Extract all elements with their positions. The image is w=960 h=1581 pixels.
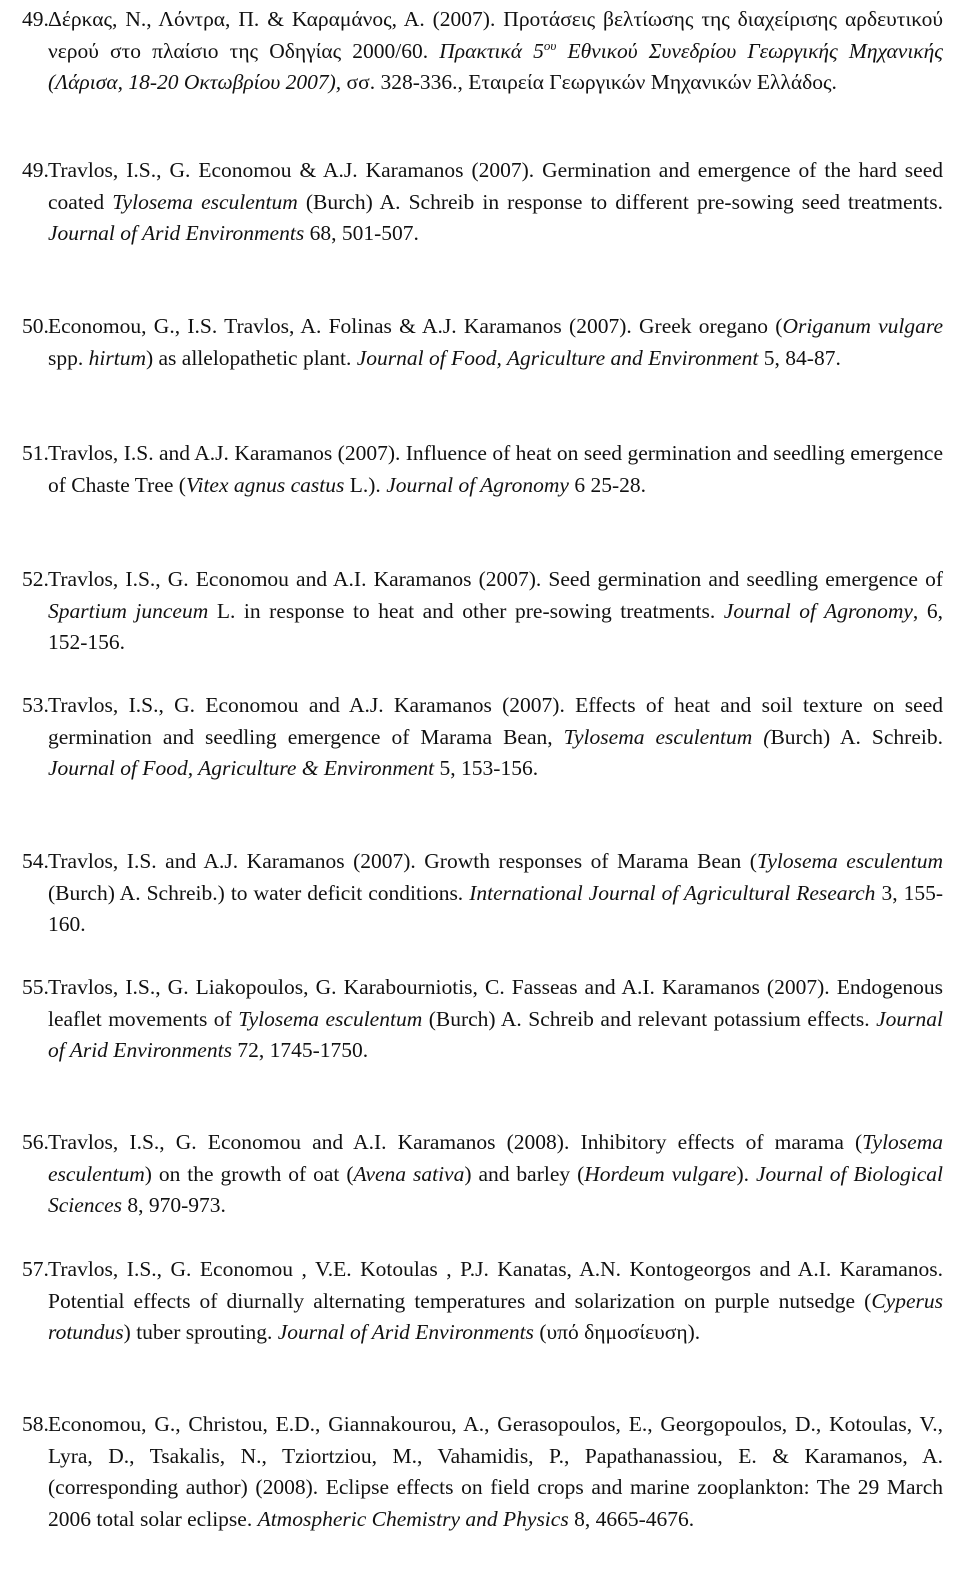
reference-number: 50. bbox=[22, 314, 49, 338]
reference-text: Economou, G., Christou, E.D., Giannakourou, A., Gerasopoulos, E., Georgopoulos, D., Kotoulas, V., Lyra, D., Tsakalis, N., Tziortziou, M., Vahamidis, P., Papathanassiou, E. & Karamanos, A. (corresponding author) (2008). Eclipse effects on field crops and marine zooplankton: The 29 March 2006 total solar eclipse. bbox=[48, 1412, 943, 1531]
reference-number: 52. bbox=[22, 567, 49, 591]
reference-text: ου bbox=[543, 37, 557, 53]
reference-text: Δέρκας, Ν., Λόντρα, Π. & Καραμάνος, Α. (2007). Προτάσεις βελτίωσης της διαχείρισης αρδευτικού νερού στο πλαίσιο της Οδηγίας 2000/60. bbox=[48, 7, 943, 63]
reference-text: 68, 501-507. bbox=[304, 221, 419, 246]
reference-italic-text: Atmospheric Chemistry and Physics bbox=[257, 1506, 569, 1531]
reference-text: σσ. 328-336., Εταιρεία Γεωργικών Μηχανικών Ελλάδος. bbox=[341, 70, 837, 95]
reference-number: 58. bbox=[22, 1412, 49, 1436]
reference-text: ) as allelopathetic plant. bbox=[145, 345, 357, 370]
reference-italic-text: Tylosema esculentum ( bbox=[563, 724, 771, 749]
reference-item bbox=[22, 438, 943, 501]
reference-italic-text: Πρακτικά 5 bbox=[439, 38, 544, 63]
reference-text: ). bbox=[736, 1161, 756, 1186]
reference-italic-text: Tylosema esculentum bbox=[238, 1006, 423, 1031]
reference-item bbox=[22, 1254, 943, 1349]
reference-number: 55. bbox=[22, 975, 49, 999]
reference-text: , 6, 152-156. bbox=[48, 598, 943, 655]
reference-text: 3, 155-160. bbox=[48, 880, 943, 937]
reference-text: ) and barley ( bbox=[464, 1161, 585, 1186]
reference-text: (Burch) A. Schreib and relevant potassium effects. bbox=[422, 1006, 877, 1031]
reference-italic-text: Hordeum vulgare bbox=[584, 1161, 737, 1186]
reference-item bbox=[22, 1409, 943, 1535]
reference-text: 6 25-28. bbox=[568, 472, 646, 497]
reference-italic-text: Avena sativa bbox=[353, 1161, 465, 1186]
reference-text: 72, 1745-1750. bbox=[231, 1038, 369, 1063]
reference-number: 49. bbox=[22, 158, 49, 182]
reference-italic-text: Vitex agnus castus bbox=[185, 472, 345, 497]
reference-item bbox=[22, 690, 943, 785]
reference-italic-text: Journal of Food, Agriculture & Environment bbox=[48, 756, 435, 781]
reference-text: 8, 4665-4676. bbox=[568, 1506, 695, 1531]
reference-italic-text: Journal of Agronomy bbox=[386, 472, 569, 497]
reference-text: Travlos, I.S., G. Economou and A.I. Karamanos (2008). Inhibitory effects of marama ( bbox=[48, 1130, 863, 1154]
reference-number: 49. bbox=[22, 7, 49, 31]
reference-text: Travlos, I.S. and A.J. Karamanos (2007). Influence of heat on seed germination and seedling emergence of Chaste Tree ( bbox=[48, 441, 943, 497]
reference-italic-text: hirtum bbox=[88, 345, 146, 370]
reference-number: 51. bbox=[22, 441, 49, 465]
reference-text: Travlos, I.S., G. Liakopoulos, G. Karabourniotis, C. Fasseas and A.I. Karamanos (2007). Endogenous leaflet movements of bbox=[48, 975, 943, 1031]
reference-text: (Burch) A. Schreib.) to water deficit conditions. bbox=[48, 880, 470, 905]
reference-item bbox=[22, 846, 943, 941]
reference-italic-text: Tylosema esculentum bbox=[48, 1130, 943, 1186]
reference-text: Travlos, I.S. and A.J. Karamanos (2007). Growth responses of Marama Bean ( bbox=[48, 849, 757, 873]
reference-item bbox=[22, 972, 943, 1067]
reference-text: (υπό δημοσίευση). bbox=[533, 1320, 701, 1345]
reference-italic-text: Journal of Arid Environments bbox=[48, 221, 305, 246]
reference-number: 53. bbox=[22, 693, 49, 717]
reference-text: Burch) A. Schreib. bbox=[770, 724, 943, 749]
reference-italic-text: Journal of Arid Environments bbox=[48, 1006, 943, 1063]
reference-text: L. in response to heat and other pre-sowing treatments. bbox=[208, 598, 724, 623]
reference-text: 8, 970-973. bbox=[122, 1193, 226, 1218]
reference-number: 56. bbox=[22, 1130, 49, 1154]
reference-italic-text: Journal of Agronomy bbox=[723, 598, 913, 623]
reference-item bbox=[22, 4, 944, 99]
reference-italic-text: Εθνικού Συνεδρίου Γεωργικής Μηχανικής (Λάρισα, 18-20 Οκτωβρίου 2007), bbox=[48, 38, 944, 95]
reference-text: Travlos, I.S., G. Economou , V.E. Kotoulas , P.J. Kanatas, A.N. Kontogeorgos and A.I. Karamanos. Potential effects of diurnally alternating temperatures and solarization on purple nutsedge ( bbox=[48, 1257, 943, 1313]
reference-italic-text: International Journal of Agricultural Research bbox=[469, 880, 876, 905]
reference-italic-text: Tylosema esculentum bbox=[756, 849, 943, 873]
reference-item bbox=[22, 564, 943, 659]
reference-item bbox=[22, 155, 943, 250]
reference-number: 57. bbox=[22, 1257, 49, 1281]
reference-text: 5, 84-87. bbox=[758, 345, 841, 370]
reference-italic-text: Origanum vulgare bbox=[782, 314, 944, 338]
reference-text: L.). bbox=[344, 472, 387, 497]
reference-text: Economou, G., I.S. Travlos, A. Folinas & A.J. Karamanos (2007). Greek oregano ( bbox=[48, 314, 783, 338]
reference-item bbox=[22, 311, 944, 374]
reference-text: ) on the growth of oat ( bbox=[144, 1161, 354, 1186]
reference-text: Travlos, I.S., G. Economou & A.J. Karamanos (2007). Germination and emergence of the hard seed coated bbox=[48, 158, 943, 214]
reference-item bbox=[22, 1127, 943, 1222]
reference-italic-text: Journal of Food, Agriculture and Environment bbox=[356, 345, 759, 370]
reference-italic-text: Spartium junceum bbox=[48, 598, 209, 623]
reference-italic-text: Journal of Arid Environments bbox=[277, 1320, 534, 1345]
reference-italic-text: Tylosema esculentum bbox=[112, 189, 298, 214]
reference-text: 5, 153-156. bbox=[434, 756, 539, 781]
reference-number: 54. bbox=[22, 849, 49, 873]
reference-text: Travlos, I.S., G. Economou and A.J. Karamanos (2007). Effects of heat and soil texture on seed germination and seedling emergence of Marama Bean, bbox=[48, 693, 943, 749]
reference-text: Travlos, I.S., G. Economou and A.I. Karamanos (2007). Seed germination and seedling emergence of bbox=[48, 567, 943, 591]
reference-text: (Burch) A. Schreib in response to different pre-sowing seed treatments. bbox=[297, 189, 943, 214]
reference-italic-text: Journal of Biological Sciences bbox=[48, 1161, 943, 1218]
reference-text: ) tuber sprouting. bbox=[123, 1320, 278, 1345]
reference-text: spp. bbox=[48, 345, 89, 370]
reference-italic-text: Cyperus rotundus bbox=[48, 1288, 943, 1345]
